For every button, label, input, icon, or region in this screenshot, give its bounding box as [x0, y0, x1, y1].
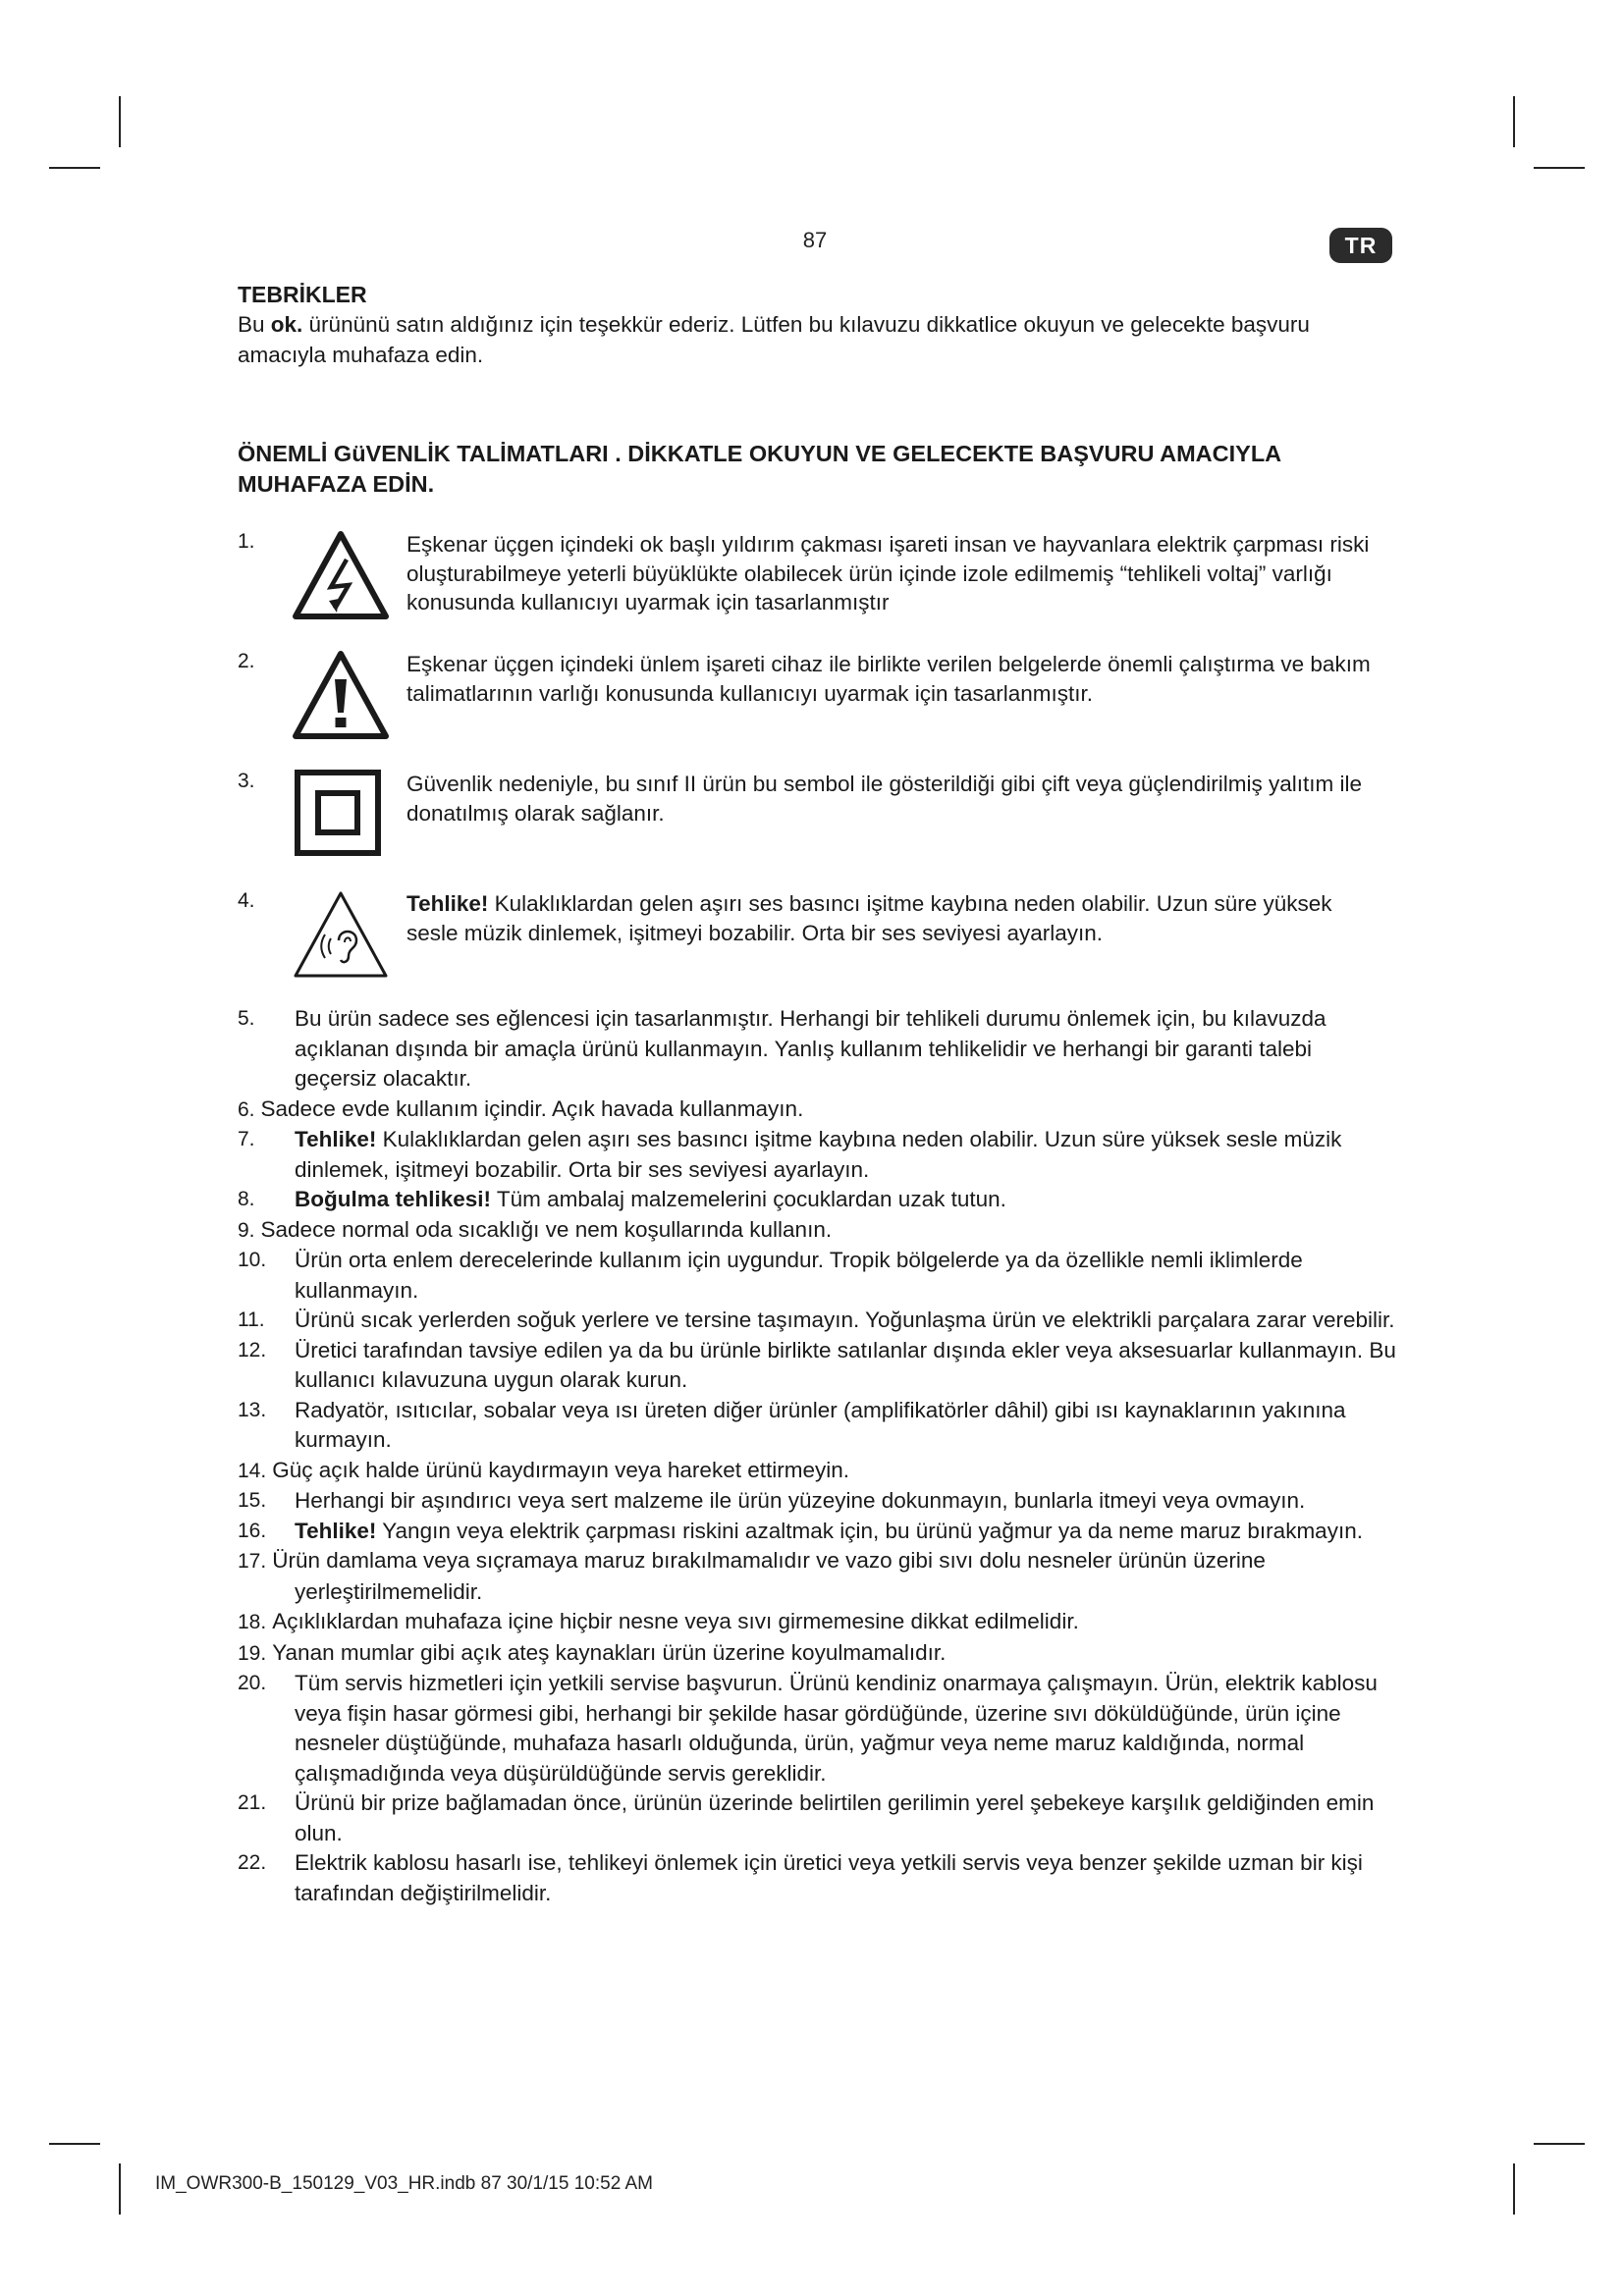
list-item — [238, 1004, 1396, 1095]
list-item — [238, 1607, 1396, 1638]
crop-mark — [119, 2163, 121, 2215]
item-number: 5. — [238, 1007, 255, 1030]
list-item — [238, 1306, 1396, 1336]
item-text: Güvenlik nedeniyle, bu sınıf II ürün bu sembol ile gösterildiği gibi çift veya güçlendirilmiş yalıtım ile donatılmış olarak sağlanır. — [406, 772, 1362, 826]
item-number: 4. — [238, 889, 255, 912]
list-item — [238, 1486, 1396, 1517]
item-number: 16. — [238, 1519, 267, 1542]
item-text: Boğulma tehlikesi! Tüm ambalaj malzemelerini çocuklardan uzak tutun. — [295, 1187, 1006, 1211]
item-number: 7. — [238, 1128, 255, 1150]
item-text: Radyatör, ısıtıcılar, sobalar veya ısı üreten diğer ürünler (amplifikatörler dâhil) gibi ısı kaynaklarının yakınına kurmayın. — [295, 1397, 1346, 1452]
item-number: 6. — [238, 1097, 255, 1121]
crop-mark — [1534, 2143, 1585, 2145]
item-number: 3. — [238, 770, 255, 792]
item-text: 6. Sadece evde kullanım içindir. Açık havada kullanmayın. — [238, 1095, 804, 1121]
item-number: 20. — [238, 1672, 267, 1694]
item-text: Ürünü sıcak yerlerden soğuk yerlere ve tersine taşımayın. Yoğunlaşma ürün ve elektrikli parçalara zarar verebilir. — [295, 1308, 1395, 1332]
list-item — [238, 1396, 1396, 1456]
intro-title: TEBRİKLER — [238, 282, 367, 307]
item-text: Eşkenar üçgen içindeki ok başlı yıldırım çakması işareti insan ve hayvanlara elektrik çarpması riski oluşturabilmeye yeterli büyüklükte olabilecek ürün içinde izole edilmemiş “tehlikeli voltaj” varlığı konusunda kullanıcıyı uyarmak için tasarlanmıştır — [406, 532, 1370, 614]
language-badge: TR — [1329, 228, 1392, 263]
list-item — [238, 1215, 1396, 1247]
warning-label: Tehlike! — [406, 891, 489, 916]
crop-mark — [119, 96, 121, 147]
crop-mark — [49, 2143, 100, 2145]
item-number: 17. — [238, 1550, 267, 1573]
item-text: Tehlike! Kulaklıklardan gelen aşırı ses basıncı işitme kaybına neden olabilir. Uzun süre yüksek sesle müzik dinlemek, işitmeyi bozabilir. Orta bir ses seviyesi ayarlayın. — [406, 891, 1332, 945]
item-number: 8. — [238, 1188, 255, 1210]
page-number: 87 — [802, 228, 828, 252]
crop-mark — [1534, 167, 1585, 169]
hearing-warning-icon — [292, 889, 390, 985]
intro-text: Bu ok. ürününü satın aldığınız için teşekkür ederiz. Lütfen bu kılavuzu dikkatlice okuyun ve gelecekte başvuru amacıyla muhafaza edin. — [238, 312, 1310, 367]
item-text: Eşkenar üçgen içindeki ünlem işareti cihaz ile birlikte verilen belgelerde önemli çalıştırma ve bakım talimatlarının varlığı konusunda kullanıcıyı uyarmak için tasarlanmıştır. — [406, 652, 1371, 706]
list-item — [238, 1336, 1396, 1396]
list-item — [238, 1517, 1396, 1547]
list-item — [238, 1095, 1396, 1126]
item-number: 11. — [238, 1308, 265, 1331]
item-text: 19. Yanan mumlar gibi açık ateş kaynakları ürün üzerine koyulmamalıdır. — [238, 1639, 947, 1665]
item-number: 19. — [238, 1641, 267, 1665]
item-text: 14. Güç açık halde ürünü kaydırmayın veya hareket ettirmeyin. — [238, 1457, 849, 1482]
item-number: 2. — [238, 650, 255, 672]
item-number: 13. — [238, 1398, 267, 1421]
item-text: Ürünü bir prize bağlamadan önce, ürünün üzerinde belirtilen gerilimin yerel şebekeye karşılık geldiğinden emin olun. — [295, 1790, 1375, 1845]
print-info: IM_OWR300-B_150129_V03_HR.indb 87 30/1/15 10:52 AM — [155, 2173, 653, 2194]
brand-name: ok. — [270, 312, 303, 337]
list-item — [238, 1456, 1396, 1487]
crop-mark — [1513, 2163, 1515, 2215]
item-number: 21. — [238, 1791, 267, 1814]
list-item — [238, 1185, 1396, 1215]
item-text: Üretici tarafından tavsiye edilen ya da bu ürünle birlikte satılanlar dışında ekler veya aksesuarlar kullanmayın. Bu kullanıcı kılavuzuna uygun olarak kurun. — [295, 1337, 1396, 1392]
crop-mark — [49, 167, 100, 169]
item-number: 22. — [238, 1851, 267, 1874]
item-text: Elektrik kablosu hasarlı ise, tehlikeyi önlemek için üretici veya yetkili servis veya benzer şekilde uzman bir kişi tarafından değiştirilmelidir. — [295, 1850, 1363, 1905]
item-number: 9. — [238, 1218, 255, 1242]
item-text: Tüm servis hizmetleri için yetkili servise başvurun. Ürünü kendiniz onarmaya çalışmayın. Ürün, elektrik kablosu veya fişin hasar görmesi gibi, herhangi bir şekilde hasar gördüğünde, üzerine sıvı döküldüğünde, ürün içine nesneler düştüğünde, muhafaza hasarlı olduğunda, ürün, yağmur veya neme maruz kaldığında, normal çalışmadığında veya düşürüldüğünde servis gereklidir. — [295, 1671, 1378, 1786]
item-text: 17. Ürün damlama veya sıçramaya maruz bırakılmamalıdır ve vazo gibi sıvı dolu nesneler ürünün üzerine yerleştirilmemelidir. — [238, 1548, 1266, 1604]
item-number: 1. — [238, 530, 255, 553]
item-number: 18. — [238, 1611, 267, 1633]
item-text: 9. Sadece normal oda sıcaklığı ve nem koşullarında kullanın. — [238, 1216, 833, 1242]
crop-mark — [1513, 96, 1515, 147]
item-text: Herhangi bir aşındırıcı veya sert malzeme ile ürün yüzeyine dokunmayın, bunlarla itmeyi veya ovmayın. — [295, 1488, 1306, 1513]
item-number: 15. — [238, 1489, 267, 1512]
item-text: 18. Açıklıklardan muhafaza içine hiçbir nesne veya sıvı girmemesine dikkat edilmelidir. — [238, 1609, 1079, 1633]
page-content — [238, 280, 1396, 1905]
item-number: 12. — [238, 1338, 267, 1362]
list-item — [238, 1848, 1396, 1908]
list-item — [238, 1638, 1396, 1670]
safety-heading: ÖNEMLİ GüVENLİK TALİMATLARI . DİKKATLE OKUYUN VE GELECEKTE BAŞVURU AMACIYLA MUHAFAZA EDİN. — [238, 441, 1281, 497]
list-item — [238, 1546, 1396, 1607]
list-item — [238, 1669, 1396, 1789]
lightning-warning-icon — [292, 530, 390, 625]
item-number: 10. — [238, 1249, 267, 1271]
list-item — [238, 1789, 1396, 1848]
item-text: Tehlike! Kulaklıklardan gelen aşırı ses basıncı işitme kaybına neden olabilir. Uzun süre yüksek sesle müzik dinlemek, işitmeyi bozabilir. Orta bir ses seviyesi ayarlayın. — [295, 1127, 1342, 1182]
list-item — [238, 1246, 1396, 1306]
warning-label: Tehlike! — [295, 1518, 377, 1543]
item-number: 14. — [238, 1459, 267, 1482]
warning-label: Tehlike! — [295, 1127, 377, 1151]
item-text: Bu ürün sadece ses eğlencesi için tasarlanmıştır. Herhangi bir tehlikeli durumu önlemek için, bu kılavuzda açıklanan dışında bir amaçla ürünü kullanmayın. Yanlış kullanım tehlikelidir ve herhangi bir garanti talebi geçersiz olacaktır. — [295, 1006, 1326, 1091]
double-insulation-icon — [292, 770, 390, 865]
warning-label: Boğulma tehlikesi! — [295, 1187, 492, 1211]
item-text: Ürün orta enlem derecelerinde kullanım için uygundur. Tropik bölgelerde ya da özellikle nemli iklimlerde kullanmayın. — [295, 1248, 1303, 1303]
list-item — [238, 1125, 1396, 1185]
item-text: Tehlike! Yangın veya elektrik çarpması riskini azaltmak için, bu ürünü yağmur ya da neme maruz bırakmayın. — [295, 1518, 1363, 1543]
safety-list — [238, 1004, 1396, 1908]
exclamation-warning-icon — [292, 650, 390, 745]
